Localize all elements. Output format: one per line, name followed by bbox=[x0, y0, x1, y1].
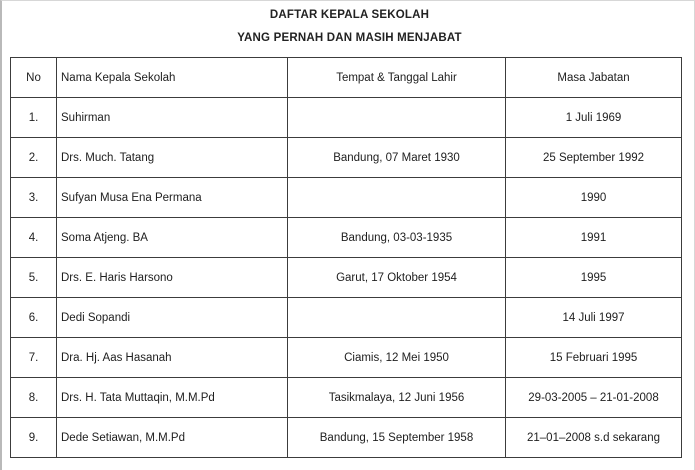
cell-ttl: Bandung, 07 Maret 1930 bbox=[288, 138, 506, 178]
table-row bbox=[11, 178, 682, 218]
cell-nama: Drs. E. Haris Harsono bbox=[57, 258, 288, 298]
cell-nama: Suhirman bbox=[57, 98, 288, 138]
table-body bbox=[11, 98, 682, 458]
table-header-row bbox=[11, 58, 682, 98]
cell-nama: Dede Setiawan, M.M.Pd bbox=[57, 418, 288, 458]
cell-masa: 29-03-2005 – 21-01-2008 bbox=[506, 378, 682, 418]
cell-masa: 25 September 1992 bbox=[506, 138, 682, 178]
cell-nama: Soma Atjeng. BA bbox=[57, 218, 288, 258]
cell-ttl: Ciamis, 12 Mei 1950 bbox=[288, 338, 506, 378]
table-row bbox=[11, 298, 682, 338]
cell-ttl: Tasikmalaya, 12 Juni 1956 bbox=[288, 378, 506, 418]
table-header bbox=[11, 58, 682, 98]
document-title-primary: DAFTAR KEPALA SEKOLAH bbox=[269, 9, 430, 21]
cell-masa: 15 Februari 1995 bbox=[506, 338, 682, 378]
table-row bbox=[11, 138, 682, 178]
cell-nama: Drs. H. Tata Muttaqin, M.M.Pd bbox=[57, 378, 288, 418]
column-header-masa: Masa Jabatan bbox=[506, 58, 682, 98]
cell-no: 1. bbox=[11, 98, 57, 138]
headmaster-list-table bbox=[10, 57, 682, 458]
cell-no: 3. bbox=[11, 178, 57, 218]
column-header-nama: Nama Kepala Sekolah bbox=[57, 58, 288, 98]
cell-ttl: Garut, 17 Oktober 1954 bbox=[288, 258, 506, 298]
cell-ttl: Bandung, 15 September 1958 bbox=[288, 418, 506, 458]
table-row bbox=[11, 218, 682, 258]
cell-no: 2. bbox=[11, 138, 57, 178]
table-container bbox=[10, 57, 681, 458]
table-row bbox=[11, 378, 682, 418]
cell-masa: 1991 bbox=[506, 218, 682, 258]
cell-no: 4. bbox=[11, 218, 57, 258]
document-title-secondary: YANG PERNAH DAN MASIH MENJABAT bbox=[237, 32, 462, 44]
cell-ttl: Bandung, 03-03-1935 bbox=[288, 218, 506, 258]
cell-no: 8. bbox=[11, 378, 57, 418]
table-row bbox=[11, 258, 682, 298]
document-title-block bbox=[2, 1, 695, 57]
column-header-no: No bbox=[11, 58, 57, 98]
cell-nama: Drs. Much. Tatang bbox=[57, 138, 288, 178]
cell-masa: 21–01–2008 s.d sekarang bbox=[506, 418, 682, 458]
cell-no: 9. bbox=[11, 418, 57, 458]
cell-no: 6. bbox=[11, 298, 57, 338]
cell-ttl bbox=[288, 298, 506, 338]
cell-nama: Dra. Hj. Aas Hasanah bbox=[57, 338, 288, 378]
cell-no: 5. bbox=[11, 258, 57, 298]
column-header-ttl: Tempat & Tanggal Lahir bbox=[288, 58, 506, 98]
table-row bbox=[11, 418, 682, 458]
cell-masa: 14 Juli 1997 bbox=[506, 298, 682, 338]
cell-ttl bbox=[288, 178, 506, 218]
table-row bbox=[11, 98, 682, 138]
cell-nama: Dedi Sopandi bbox=[57, 298, 288, 338]
cell-masa: 1990 bbox=[506, 178, 682, 218]
table-row bbox=[11, 338, 682, 378]
cell-no: 7. bbox=[11, 338, 57, 378]
cell-nama: Sufyan Musa Ena Permana bbox=[57, 178, 288, 218]
cell-masa: 1 Juli 1969 bbox=[506, 98, 682, 138]
cell-ttl bbox=[288, 98, 506, 138]
cell-masa: 1995 bbox=[506, 258, 682, 298]
